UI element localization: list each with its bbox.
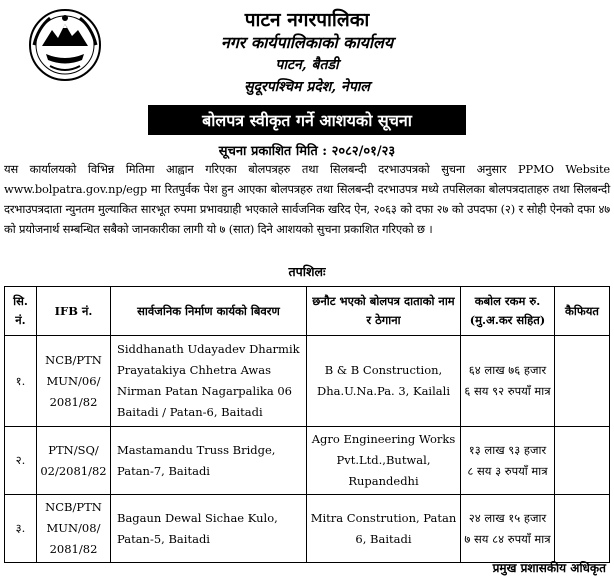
table-row — [5, 495, 610, 563]
cell-remarks — [555, 427, 610, 495]
table-header-row — [5, 287, 610, 336]
header-work: सार्वजनिक निर्माण कार्यको बिवरण — [111, 287, 307, 336]
cell-ifb: NCB/PTN MUN/08/ 2081/82 — [37, 495, 111, 563]
schedule-label: तपशिलः — [288, 264, 326, 279]
notice-body-text: यस कार्यालयको विभिन्न मितिमा आह्वान गरिएका बोलपत्रहरु तथा सिलबन्दी दरभाउपत्रको सुचना अनुसार PPMO Website www.bolpatra.gov.np/egp मा रितपुर्वक पेश हुन आएका बोलपत्रहरु तथा सिलबन्दी दरभाउपत्र मध्ये तपसिलका बोलपत्रदाताहरु तथा सिलबन्दी दरभाउपत्रदाता न्युनतम मुल्याकित सारभूत रुपमा प्रभावग्राही भएकाले सार्वजनिक खरिद ऐन, २०६३ को दफा २७ को उपदफा (२) र सोही ऐनको दफा ४७ को प्रयोजनार्थ सम्बन्धित सबैको जानकारीका लागी यो ७ (सात) दिने आशयको सुचना प्रकाशित गरिएको छ । — [4, 162, 610, 236]
cell-amount: २४ लाख १५ हजार ७ सय ८४ रुपयाँ मात्र — [461, 495, 555, 563]
cell-amount: १३ लाख ९३ हजार ८ सय ३ रुपयाँ मात्र — [461, 427, 555, 495]
cell-sn: २. — [5, 427, 37, 495]
header-sn: सि. नं. — [5, 287, 37, 336]
cell-work: Bagaun Dewal Sichae Kulo, Patan-5, Baitadi — [111, 495, 307, 563]
office-name: नगर कार्यपालिकाको कार्यालय — [220, 33, 394, 52]
header-remarks: कैफियत — [555, 287, 610, 336]
header-ifb: IFB नं. — [37, 287, 111, 336]
table-row — [5, 427, 610, 495]
notice-title-banner — [148, 105, 466, 135]
cell-work: Mastamandu Truss Bridge, Patan-7, Baitadi — [111, 427, 307, 495]
province-name: सुदूरपश्चिम प्रदेश, नेपाल — [244, 79, 370, 95]
notice-title: बोलपत्र स्वीकृत गर्ने आशयको सूचना — [202, 111, 412, 130]
cell-sn: ३. — [5, 495, 37, 563]
cell-ifb: NCB/PTN MUN/06/ 2081/82 — [37, 336, 111, 427]
cell-amount: ६४ लाख ७६ हजार ६ सय ९२ रुपयाँ मात्र — [461, 336, 555, 427]
municipality-name: पाटन नगरपालिका — [244, 9, 370, 31]
publication-date: सूचना प्रकाशित मिति : २०८२/०१/२३ — [218, 144, 396, 159]
cell-bidder: Agro Engineering Works Pvt.Ltd.,Butwal, Rupandedhi — [307, 427, 461, 495]
header-amount: कबोल रकम रु. (मु.अ.कर सहित) — [461, 287, 555, 336]
cell-work: Siddhanath Udayadev Dharmik Prayatakiya Chhetra Awas Nirman Patan Nagarpalika 06 Baitadi / Patan-6, Baitadi — [111, 336, 307, 427]
table-row — [5, 336, 610, 427]
cell-bidder: Mitra Constrution, Patan 6, Baitadi — [307, 495, 461, 563]
signatory-title: प्रमुख प्रशासकीय अधिकृत — [492, 561, 606, 575]
cell-ifb: PTN/SQ/ 02/2081/82 — [37, 427, 111, 495]
cell-remarks — [555, 495, 610, 563]
bid-award-table — [4, 286, 610, 563]
cell-remarks — [555, 336, 610, 427]
cell-bidder: B & B Construction, Dha.U.Na.Pa. 3, Kailali — [307, 336, 461, 427]
office-location: पाटन, बैतडी — [275, 57, 339, 73]
header-bidder: छनौट भएको बोलपत्र दाताको नाम र ठेगाना — [307, 287, 461, 336]
cell-sn: १. — [5, 336, 37, 427]
